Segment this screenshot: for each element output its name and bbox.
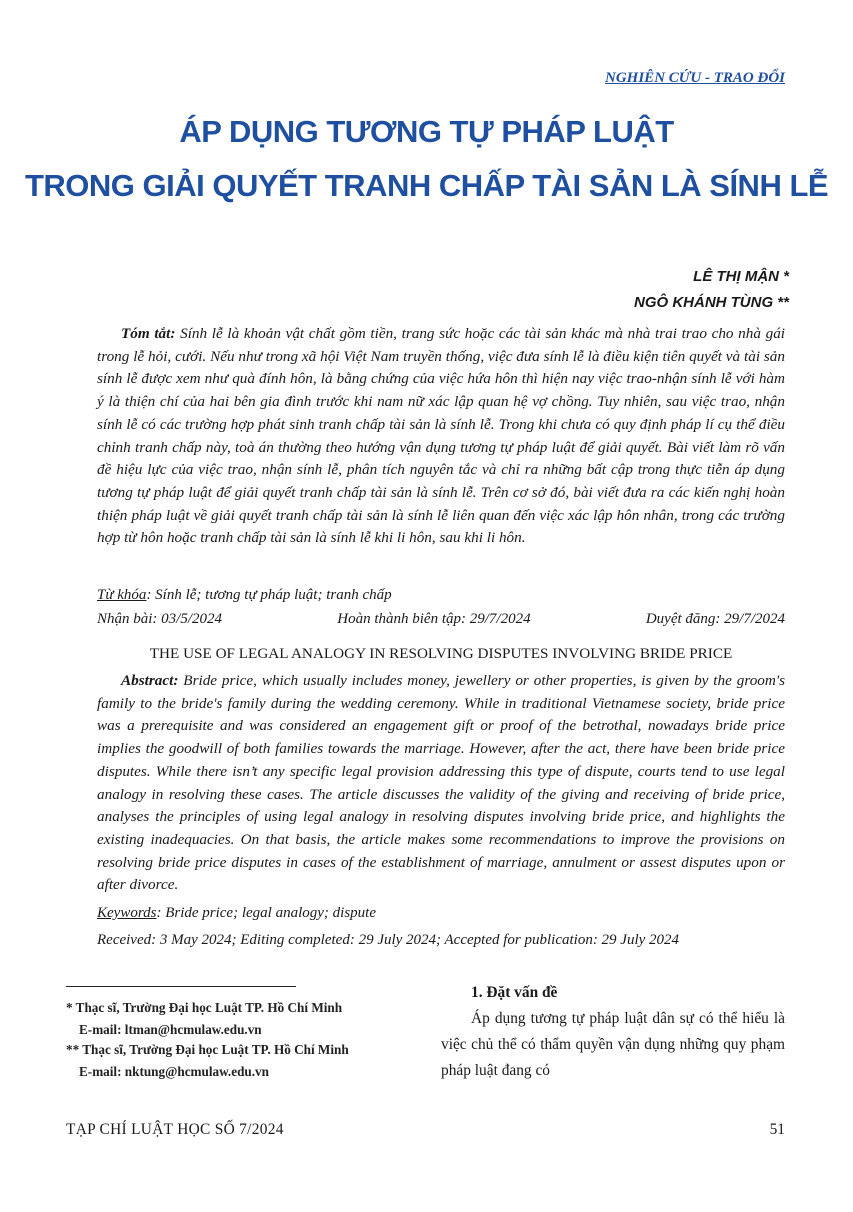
abstract-text: Bride price, which usually includes money, jewellery or other properties, is given by the groom's family to the bride's family during the wedding ceremony. While in traditional Vietnamese society, bride price was a prerequisite and was considered an engagement gift or proof of the betrothal, nowadays bride price implies the goodwill of both families towards the marriage. However, after the act, there have been bride price disputes. While there isn’t any specific legal provision addressing this type of dispute, courts tend to use legal analogy in resolving these cases. The article discusses the validity of the giving and receiving of bride price, analyses the principles of using legal analogy in resolving disputes involving bride price, and highlights the existing inadequacies. On that basis, the article makes some recommendations to improve the provisions on resolving bride price disputes in cases of the establishment of marriage, annulment or assest disputes upon or after divorce. <box>97 672 786 894</box>
article-title-line-2: TRONG GIẢI QUYẾT TRANH CHẤP TÀI SẢN LÀ SÍNH LỄ <box>24 168 829 203</box>
section-heading: 1. Đặt vấn đề <box>471 984 558 1001</box>
footnote-1-email: E-mail: ltman@hcmulaw.edu.vn <box>79 1022 262 1037</box>
footnote-2 <box>66 1039 416 1083</box>
summary-text: Sính lễ là khoản vật chất gồm tiền, trang sức hoặc các tài sản khác mà nhà trai trao cho nhà gái trong lễ hỏi, cưới. Nếu như trong xã hội Việt Nam truyền thống, việc đưa sính lễ là điều kiện tiên quyết và tài sản sính lễ được xem như quà đính hôn, là bằng chứng của việc hứa hôn thì hiện nay việc trao-nhận sính lễ với hàm ý là thiện chí của hai bên gia đình trước khi nam nữ xác lập quan hệ vợ chồng. Tuy nhiên, sau việc trao, nhận sính lễ có các trường hợp phát sinh tranh chấp tài sản là sính lễ. Trong khi chưa có quy định pháp lí cụ thể điều chỉnh tranh chấp này, toà án thường theo hướng vận dụng tương tự pháp luật để giải quyết. Bài viết làm rõ vấn đề hiệu lực của việc trao, nhận sính lễ, phân tích nguyên tắc và chỉ ra những bất cập trong thực tiễn áp dụng tương tự pháp luật để giải quyết tranh chấp tài sản là sính lễ. Trên cơ sở đó, bài viết đưa ra các kiến nghị hoàn thiện pháp luật về giải quyết tranh chấp tài sản là sính lễ liên quan đến việc xác lập hôn nhân, trong các trường hợp từ hôn hoặc tranh chấp tài sản là sính lễ khi li hôn, sau khi li hôn. <box>97 325 786 547</box>
section-label: NGHIÊN CỨU - TRAO ĐỔI <box>605 70 785 86</box>
body-column <box>441 980 785 1084</box>
journal-footer: TẠP CHÍ LUẬT HỌC SỐ 7/2024 <box>66 1121 284 1138</box>
abstract-english <box>97 670 785 897</box>
abstract-label: Abstract: <box>121 672 179 689</box>
english-title: THE USE OF LEGAL ANALOGY IN RESOLVING DISPUTES INVOLVING BRIDE PRICE <box>149 645 733 662</box>
keywords-en-text: : Bride price; legal analogy; dispute <box>156 905 376 921</box>
footnote-2-affiliation: ** Thạc sĩ, Trường Đại học Luật TP. Hồ Chí Minh <box>66 1042 349 1057</box>
author-2: NGÔ KHÁNH TÙNG ** <box>633 294 789 311</box>
accepted-date: Duyệt đăng: 29/7/2024 <box>645 611 785 627</box>
summary-vietnamese <box>97 323 785 550</box>
page-number: 51 <box>769 1121 785 1138</box>
received-date: Nhận bài: 03/5/2024 <box>97 611 223 627</box>
footnote-1 <box>66 997 416 1041</box>
summary-label: Tóm tắt: <box>121 325 176 342</box>
footnote-1-affiliation: * Thạc sĩ, Trường Đại học Luật TP. Hồ Chí Minh <box>66 1000 343 1015</box>
keywords-en-label: Keywords <box>97 905 157 921</box>
dates-vietnamese <box>97 611 785 628</box>
keywords-vietnamese <box>97 584 785 607</box>
footnote-2-email: E-mail: nktung@hcmulaw.edu.vn <box>79 1064 269 1079</box>
keywords-english <box>97 902 785 925</box>
keywords-vi-label: Từ khóa <box>97 587 147 603</box>
body-paragraph: Áp dụng tương tự pháp luật dân sự có thể hiểu là việc chủ thể có thẩm quyền vận dụng những quy phạm pháp luật đang có <box>441 1010 785 1079</box>
article-title-line-1: ÁP DỤNG TƯƠNG TỰ PHÁP LUẬT <box>179 114 674 149</box>
edited-date: Hoàn thành biên tập: 29/7/2024 <box>337 611 531 627</box>
author-1: LÊ THỊ MẬN * <box>693 268 789 285</box>
footnote-divider <box>66 986 296 987</box>
keywords-vi-text: : Sính lễ; tương tự pháp luật; tranh chấp <box>146 587 392 603</box>
dates-english: Received: 3 May 2024; Editing completed: 29 July 2024; Accepted for publication: 29 July 2024 <box>97 932 680 948</box>
